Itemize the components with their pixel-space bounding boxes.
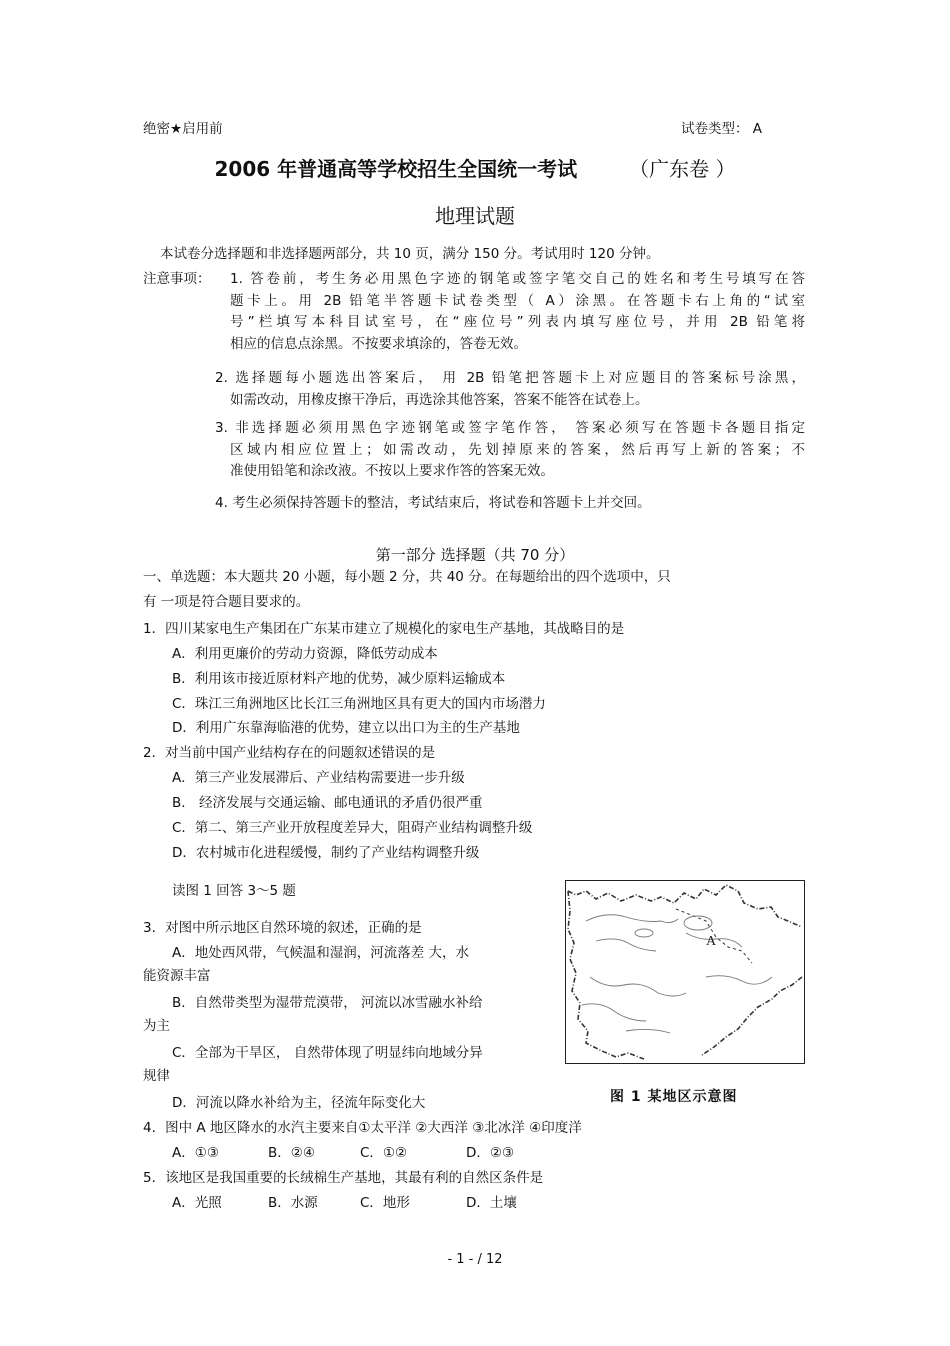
exam-title-region: （广东卷 ） — [629, 157, 736, 181]
exam-title-main: 2006 年普通高等学校招生全国统一考试 — [214, 157, 578, 181]
page-number: - 1 - / 12 — [447, 1252, 503, 1267]
q1-option-c: C．珠江三角洲地区比长江三角洲地区具有更大的国内市场潜力 — [172, 696, 546, 712]
q4-option-c: C．①② — [360, 1145, 408, 1161]
q4-option-a: A．①③ — [172, 1145, 219, 1161]
q2-stem: 2．对当前中国产业结构存在的问题叙述错误的是 — [143, 745, 436, 761]
notice-line: 准使用铅笔和涂改液。不按以上要求作答的答案无效。 — [230, 463, 554, 480]
confidential-label: 绝密★启用前 — [143, 121, 223, 137]
q4-option-d: D．②③ — [466, 1145, 515, 1161]
notice-line: 4. 考生必须保持答题卡的整洁，考试结束后，将试卷和答题卡上并交回。 — [215, 495, 651, 511]
q1-option-b: B．利用该市接近原材料产地的优势，减少原料运输成本 — [172, 671, 506, 687]
notice-line: 题卡上。用 2B 铅笔半答题卡试卷类型（ A）涂黑。在答题卡右上角的“试室 — [230, 292, 805, 309]
region-map — [565, 880, 805, 1064]
notice-line: 2. 选择题每小题选出答案后， 用 2B 铅笔把答题卡上对应题目的答案标号涂黑， — [215, 370, 805, 386]
q4-option-b: B．②④ — [268, 1145, 315, 1161]
q5-option-c: C．地形 — [360, 1195, 410, 1211]
notice-line: 3. 非选择题必须用黑色字迹钢笔或签字笔作答， 答案必须写在答题卡各题目指定 — [215, 420, 805, 436]
notice-line: 相应的信息点涂黑。不按要求填涂的，答卷无效。 — [230, 335, 527, 352]
part1-instructions-cont: 有 一项是符合题目要求的。 — [143, 594, 310, 610]
q1-stem: 1．四川某家电生产集团在广东某市建立了规模化的家电生产基地，其战略目的是 — [143, 621, 625, 637]
notice-item-2 — [215, 368, 805, 411]
q3-option-c: C．全部为干旱区， 自然带体现了明显纬向地域分异 — [172, 1045, 483, 1061]
q5-option-b: B．水源 — [268, 1195, 318, 1211]
notice-item-1 — [230, 269, 805, 355]
q2-option-b: B． 经济发展与交通运输、邮电通讯的矛盾仍很严重 — [172, 795, 483, 811]
notice-line: 号”栏填写本科目试室号，在“座位号”列表内填写座位号，并用 2B 铅笔将 — [230, 314, 805, 331]
map-label-a: A — [706, 934, 717, 949]
region-map-drawing — [566, 881, 804, 1063]
part1-heading: 第一部分 选择题（共 70 分） — [375, 546, 575, 564]
q1-option-a: A．利用更廉价的劳动力资源，降低劳动成本 — [172, 646, 438, 662]
subject-title: 地理试题 — [435, 204, 515, 228]
exam-title — [0, 153, 950, 185]
q3-option-d: D．河流以降水补给为主，径流年际变化大 — [172, 1095, 426, 1111]
q2-option-d: D．农村城市化进程缓慢，制约了产业结构调整升级 — [172, 845, 480, 861]
notice-line: 1. 答卷前，考生务必用黑色字迹的钢笔或签字笔交自己的姓名和考生号填写在答 — [230, 271, 805, 287]
q3-option-a-cont: 能资源丰富 — [143, 968, 211, 984]
q3-option-b: B．自然带类型为湿带荒漠带， 河流以冰雪融水补给 — [172, 995, 483, 1011]
q3-option-b-cont: 为主 — [143, 1018, 170, 1034]
notice-line: 如需改动，用橡皮擦干净后，再选涂其他答案，答案不能答在试卷上。 — [230, 391, 649, 408]
notice-item-4 — [215, 493, 805, 515]
q5-option-d: D．土壤 — [466, 1195, 517, 1211]
intro-text: 本试卷分选择题和非选择题两部分，共 10 页，满分 150 分。考试用时 120 分钟。 — [160, 246, 660, 262]
part1-instructions: 一、单选题：本大题共 20 小题，每小题 2 分，共 40 分。在每题给出的四个选项中，只 — [143, 569, 671, 585]
q5-stem: 5．该地区是我国重要的长绒棉生产基地，其最有利的自然区条件是 — [143, 1170, 544, 1186]
q3-option-a: A．地处西风带，气候温和湿润，河流落差 大，水 — [172, 945, 470, 961]
notice-item-3 — [215, 418, 805, 483]
notice-line: 区域内相应位置上；如需改动，先划掉原来的答案，然后再写上新的答案；不 — [230, 441, 805, 458]
q1-option-d: D．利用广东靠海临港的优势，建立以出口为主的生产基地 — [172, 720, 520, 736]
q3-option-c-cont: 规律 — [143, 1068, 170, 1084]
q3-stem: 3．对图中所示地区自然环境的叙述，正确的是 — [143, 920, 422, 936]
notice-label: 注意事项： — [143, 271, 211, 287]
q2-option-a: A．第三产业发展滞后、产业结构需要进一步升级 — [172, 770, 465, 786]
q4-stem: 4．图中 A 地区降水的水汽主要来自①太平洋 ②大西洋 ③北冰洋 ④印度洋 — [143, 1120, 582, 1136]
map-caption: 图 1 某地区示意图 — [610, 1089, 738, 1105]
paper-type-label: 试卷类型： A — [681, 121, 763, 137]
q5-option-a: A．光照 — [172, 1195, 222, 1211]
read-map-instruction: 读图 1 回答 3～5 题 — [172, 883, 296, 899]
q2-option-c: C．第二、第三产业开放程度差异大，阻碍产业结构调整升级 — [172, 820, 533, 836]
